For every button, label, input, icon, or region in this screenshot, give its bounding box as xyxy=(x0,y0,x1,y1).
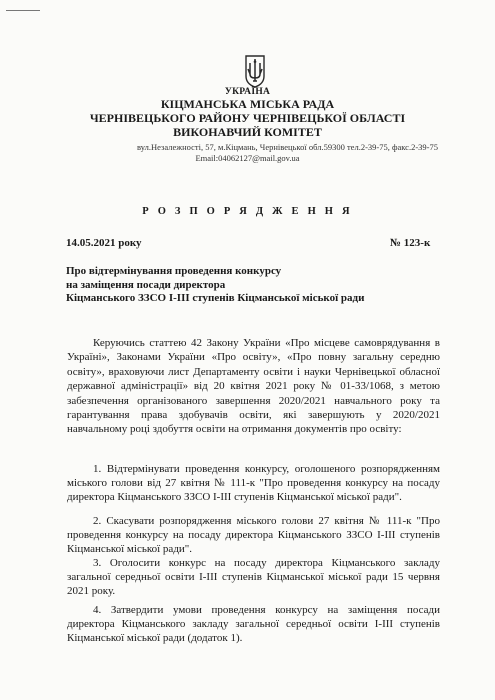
trident-emblem-icon xyxy=(244,54,266,88)
header-country: УКРАЇНА xyxy=(224,87,271,97)
document-number: № 123-к xyxy=(390,237,431,249)
order-item-4: 4. Затвердити умови проведення конкурсу на заміщення посади директора Кіцманського закладу загальної середньої освіти І-ІІІ ступенів Кіцманської міської ради (додаток 1). xyxy=(67,604,440,645)
document-date: 14.05.2021 року xyxy=(66,237,142,249)
order-item-1: 1. Відтермінувати проведення конкурсу, оголошеного розпорядженням міського голови від 27 квітня № 111-к "Про проведення конкурсу на посаду директора Кіцманського ЗЗСО І-ІІІ ступенів Кіцманської міської ради". xyxy=(67,463,440,504)
order-item-3: 3. Оголосити конкурс на посаду директора Кіцманського закладу загальної середньої освіти І-ІІІ ступенів Кіцманської міської ради 15 червня 2021 року. xyxy=(67,557,440,598)
document-type-title: Р О З П О Р Я Д Ж Е Н Н Я xyxy=(142,206,353,217)
header-email: Email:04062127@mail.gov.ua xyxy=(195,153,300,163)
header-council: КІЦМАНСЬКА МІСЬКА РАДА xyxy=(160,97,335,111)
header-district: ЧЕРНІВЕЦЬКОГО РАЙОНУ ЧЕРНІВЕЦЬКОЇ ОБЛАСТІ xyxy=(89,111,406,125)
order-item-2: 2. Скасувати розпорядження міського голови 27 квітня № 111-к "Про проведення конкурсу на посаду директора Кіцманського ЗЗСО І-ІІІ ступенів Кіцманської міської ради". xyxy=(67,515,440,556)
document-subject xyxy=(66,265,364,306)
subject-line: Кіцманського ЗЗСО І-ІІІ ступенів Кіцманської міської ради xyxy=(66,292,365,304)
subject-line: на заміщення посади директора xyxy=(66,278,226,291)
scan-artifact-line xyxy=(6,10,40,11)
header-committee: ВИКОНАВЧИЙ КОМІТЕТ xyxy=(173,125,322,139)
intro-paragraph: Керуючись статтею 42 Закону України «Про місцеве самоврядування в Україні», Законами України «Про освіту», «Про повну загальну середню освіту», враховуючи лист Департаменту освіти і науки Чернівецької обласної державної адміністрації» від 20 квітня 2021 року № 01-33/1068, з метою забезпечення організованого завершення 2020/2021 навчального року та гарантування права здобувачів освіти, які завершують у 2020/2021 навчальному році здобуття освіти на отримання документів про освіту: xyxy=(67,337,440,436)
subject-line: Про відтермінування проведення конкурсу xyxy=(66,265,282,277)
header-address: вул.Незалежності, 57, м.Кіцмань, Чернівецької обл.59300 тел.2-39-75, факс.2-39-75 xyxy=(137,142,438,152)
